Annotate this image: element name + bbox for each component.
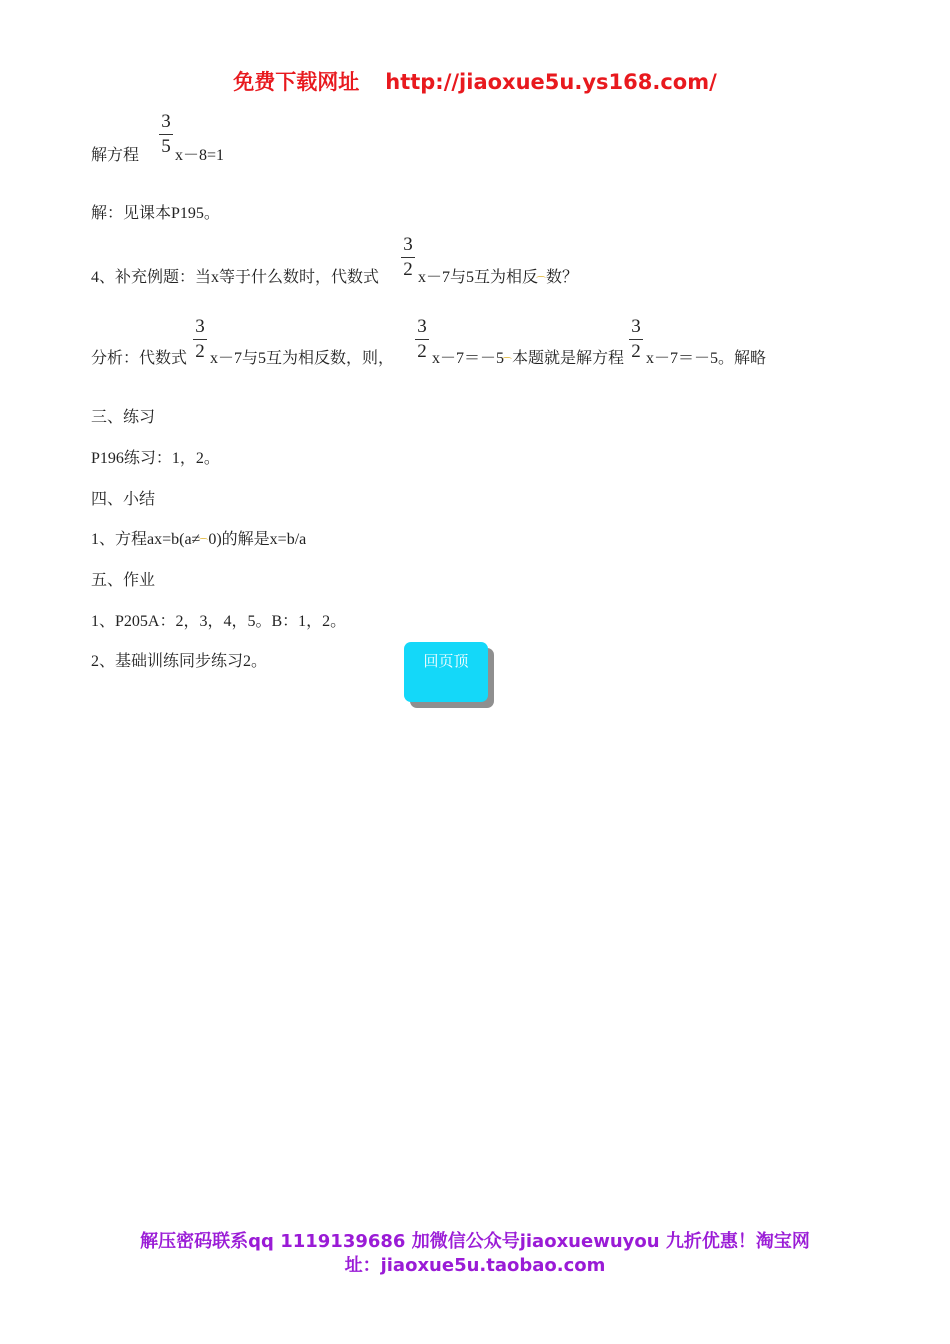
fraction-3-5 — [159, 112, 173, 157]
equation-intro: 解方程 — [91, 147, 140, 164]
page-header — [0, 66, 950, 96]
example4-suffix-b: 数？ — [546, 269, 579, 286]
analysis-middle2: x－7＝－5⌒本题就是解方程 — [432, 350, 625, 369]
analysis-middle2-b: 本题就是解方程 — [512, 350, 625, 367]
analysis-middle2-a: x－7＝－5 — [432, 350, 505, 367]
summary-line: 1、方程ax=b(a≠⌒0)的解是x=b/a — [91, 531, 307, 550]
footer-line-1: 解压密码联系qq 1119139686 加微信公众号jiaoxuewuyou 九折优惠！淘宝网 — [140, 1231, 810, 1252]
fraction-denominator: 2 — [195, 341, 205, 362]
example4-prefix: 4、补充例题：当x等于什么数时，代数式 — [91, 269, 380, 286]
fraction-numerator: 3 — [403, 234, 413, 255]
fraction-denominator: 5 — [161, 136, 171, 157]
analysis-prefix: 分析：代数式 — [91, 350, 188, 367]
fraction-denominator: 2 — [403, 259, 413, 280]
example4-suffix-a: x－7与5互为相反 — [418, 269, 539, 286]
section-4-heading: 四、小结 — [91, 491, 156, 508]
homework-line-2: 2、基础训练同步练习2。 — [91, 653, 268, 670]
fraction-denominator: 2 — [631, 341, 641, 362]
section-3-heading: 三、练习 — [91, 409, 156, 426]
practice-line: P196练习：1，2。 — [91, 450, 220, 467]
fraction-3-2 — [401, 235, 415, 280]
equation-rest: x－8=1 — [175, 147, 225, 164]
back-to-top-button[interactable]: 回页顶 — [404, 642, 488, 702]
section-5-heading: 五、作业 — [91, 572, 156, 589]
fraction-numerator: 3 — [195, 316, 205, 337]
header-url-link[interactable]: http://jiaoxue5u.ys168.com/ — [385, 70, 717, 94]
example4-suffix: x－7与5互为相反⌒数？ — [418, 269, 579, 288]
summary-a: 1、方程ax=b(a≠ — [91, 531, 201, 548]
fraction-denominator: 2 — [417, 341, 427, 362]
solution-line: 解：见课本P195。 — [91, 205, 220, 222]
fraction-numerator: 3 — [161, 111, 171, 132]
fraction-3-2 — [415, 317, 429, 362]
analysis-end: x－7＝－5。解略 — [646, 350, 767, 367]
fraction-3-2 — [629, 317, 643, 362]
homework-line-1: 1、P205A：2，3，4，5。B：1，2。 — [91, 613, 347, 630]
fraction-numerator: 3 — [631, 316, 641, 337]
fraction-3-2 — [193, 317, 207, 362]
analysis-middle1: x－7与5互为相反数，则， — [210, 350, 395, 367]
footer-line-2: 址：jiaoxue5u.taobao.com — [344, 1255, 606, 1276]
header-title: 免费下载网址 — [233, 70, 360, 94]
summary-b: 0)的解是x=b/a — [208, 531, 307, 548]
fraction-numerator: 3 — [417, 316, 427, 337]
